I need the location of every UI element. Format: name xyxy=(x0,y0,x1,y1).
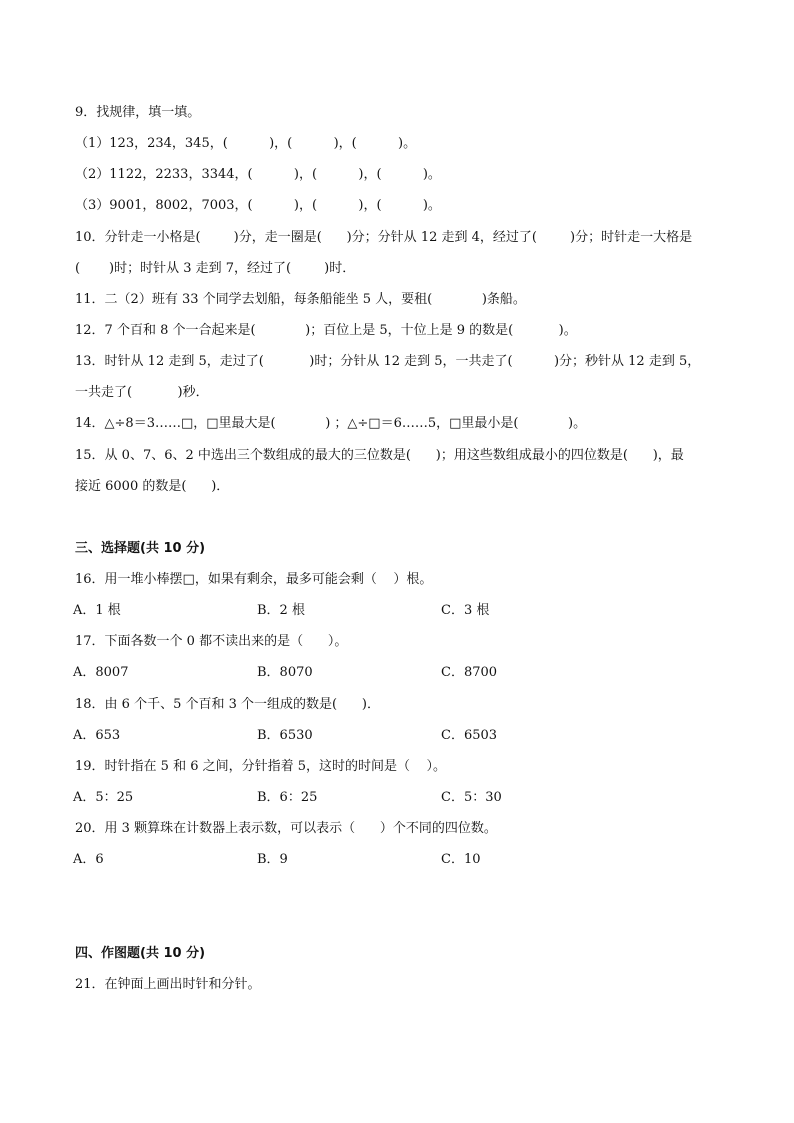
question-16-option-b: B．2 根 xyxy=(257,603,305,618)
question-10-line-1: 10．分针走一小格是( )分，走一圈是( )分；分针从 12 走到 4，经过了( )分；时针走一大格是 xyxy=(75,230,693,245)
question-20-stem: 20．用 3 颗算珠在计数器上表示数，可以表示（ ）个不同的四位数。 xyxy=(75,821,497,836)
question-15-line-2: 接近 6000 的数是( )． xyxy=(75,479,230,494)
section-4-heading: 四、作图题(共 10 分) xyxy=(75,946,206,961)
question-11: 11．二（2）班有 33 个同学去划船，每条船能坐 5 人，要租( )条船。 xyxy=(75,292,526,307)
question-17-option-a: A．8007 xyxy=(73,665,129,680)
question-17-option-b: B．8070 xyxy=(257,665,313,680)
question-16-stem: 16．用一堆小棒摆□，如果有剩余，最多可能会剩（ ）根。 xyxy=(75,572,433,587)
question-21: 21．在钟面上画出时针和分针。 xyxy=(75,977,261,992)
question-14: 14．△÷8＝3……□，□里最大是( ) ；△÷□＝6……5，□里最小是( )。 xyxy=(75,416,587,431)
question-15-line-1: 15．从 0、7、6、2 中选出三个数组成的最大的三位数是( )；用这些数组成最小的四位数是( )，最 xyxy=(75,448,684,463)
question-20-option-b: B．9 xyxy=(257,852,288,867)
question-18-option-c: C．6503 xyxy=(441,728,498,743)
question-10-line-2: ( )时；时针从 3 走到 7，经过了( )时． xyxy=(75,261,356,276)
question-9-line-1: （1）123，234，345，( )，( )，( )。 xyxy=(75,136,417,151)
question-18-option-a: A．653 xyxy=(73,728,121,743)
question-16-option-a: A．1 根 xyxy=(73,603,121,618)
question-12: 12．7 个百和 8 个一合起来是( )；百位上是 5，十位上是 9 的数是( )。 xyxy=(75,323,577,338)
question-9-line-3: （3）9001，8002，7003，( )，( )，( )。 xyxy=(75,198,441,213)
question-9-line-2: （2）1122，2233，3344，( )，( )，( )。 xyxy=(75,167,441,182)
section-3-heading: 三、选择题(共 10 分) xyxy=(75,541,206,556)
question-19-stem: 19．时针指在 5 和 6 之间，分针指着 5，这时的时间是（ ）。 xyxy=(75,759,447,774)
question-17-option-c: C．8700 xyxy=(441,665,498,680)
question-16-option-c: C．3 根 xyxy=(441,603,490,618)
question-19-option-a: A．5：25 xyxy=(73,790,134,805)
question-18-option-b: B．6530 xyxy=(257,728,313,743)
question-19-option-b: B．6：25 xyxy=(257,790,318,805)
question-13-line-2: 一共走了( )秒． xyxy=(75,385,209,400)
question-17-stem: 17．下面各数一个 0 都不读出来的是（ ）。 xyxy=(75,634,348,649)
question-20-option-c: C．10 xyxy=(441,852,481,867)
question-18-stem: 18．由 6 个千、5 个百和 3 个一组成的数是( )． xyxy=(75,697,380,712)
question-20-option-a: A．6 xyxy=(73,852,104,867)
question-19-option-c: C．5：30 xyxy=(441,790,502,805)
question-9-stem: 9．找规律，填一填。 xyxy=(75,105,201,120)
question-13-line-1: 13．时针从 12 走到 5，走过了( )时；分针从 12 走到 5，一共走了( )分；秒针从 12 走到 5， xyxy=(75,354,701,369)
